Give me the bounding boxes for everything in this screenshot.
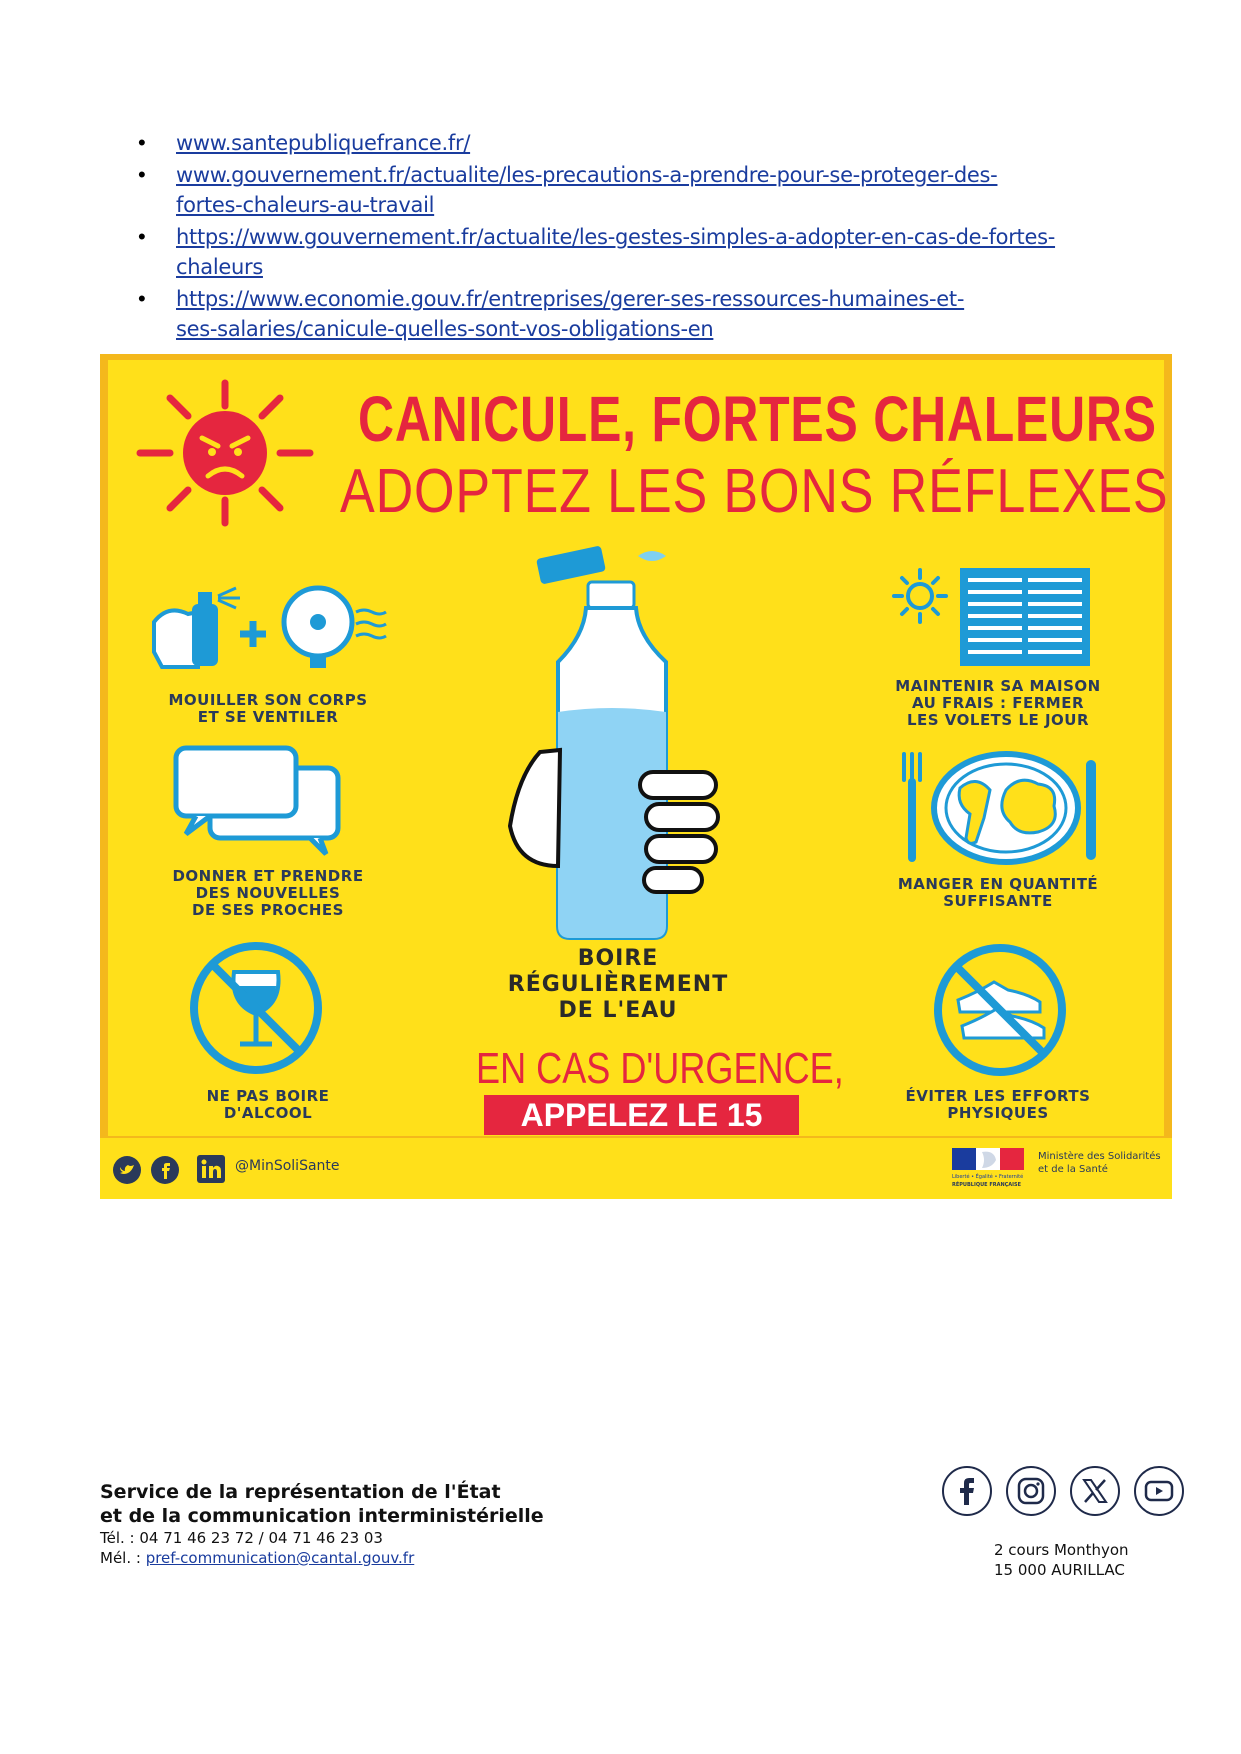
no-alcohol-icon [186, 938, 326, 1078]
tip-news-caption [148, 868, 388, 919]
bullet-icon: • [138, 224, 146, 249]
poster-subtitle: ADOPTEZ LES BONS RÉFLEXES [340, 457, 1169, 526]
poster-title: CANICULE, FORTES CHALEURS [358, 383, 1157, 455]
caption-line: BOIRE [577, 946, 659, 971]
x-icon[interactable] [1070, 1466, 1120, 1516]
tip-drink-caption [468, 946, 768, 1024]
link-line: https://www.economie.gouv.fr/entreprises/gerer-ses-ressources-humaines-et- [176, 287, 965, 311]
call-15-banner: APPELEZ LE 15 [484, 1095, 799, 1135]
bullet-icon: • [138, 162, 146, 187]
tip-wet-caption [148, 692, 388, 726]
resource-links-list [128, 128, 1088, 346]
caption-line: MAINTENIR SA MAISON [895, 677, 1101, 695]
link-line: chaleurs [176, 255, 263, 279]
ministry-line: et de la Santé [1038, 1164, 1108, 1175]
instagram-icon[interactable] [1006, 1466, 1056, 1516]
caption-line: ÉVITER LES EFFORTS [905, 1087, 1091, 1105]
rf-name: RÉPUBLIQUE FRANÇAISE [952, 1182, 1022, 1188]
org-name: et de la communication interministérielle [100, 1505, 544, 1527]
link-gouvernement-gestes[interactable] [176, 225, 1055, 279]
org-name: Service de la représentation de l'État [100, 1481, 501, 1503]
angry-sun-icon [130, 378, 320, 528]
caption-line: MANGER EN QUANTITÉ [897, 875, 1099, 893]
list-item [128, 160, 1088, 220]
link-line: https://www.gouvernement.fr/actualite/les-gestes-simples-a-adopter-en-cas-de-fortes- [176, 225, 1056, 249]
caption-line: DE L'EAU [558, 998, 678, 1023]
link-economie-canicule[interactable] [176, 287, 964, 341]
postal-address [994, 1540, 1129, 1580]
twitter-icon[interactable] [112, 1155, 142, 1185]
list-item [128, 128, 1088, 158]
link-line: fortes-chaleurs-au-travail [176, 193, 435, 217]
tip-effort-caption [878, 1088, 1118, 1122]
ministry-name [1038, 1150, 1161, 1176]
caption-line: D'ALCOOL [223, 1104, 313, 1122]
caption-line: LES VOLETS LE JOUR [906, 711, 1090, 729]
speech-bubbles-icon [170, 742, 350, 858]
tip-house-caption [878, 678, 1118, 729]
email-line [100, 1548, 544, 1568]
twitter-handle: @MinSoliSante [235, 1158, 340, 1174]
caption-line: DONNER ET PRENDRE [172, 867, 364, 885]
facebook-icon[interactable] [150, 1155, 180, 1185]
email-label: Mél. : [100, 1549, 146, 1567]
list-item [128, 284, 1088, 344]
spray-and-fan-icon [148, 582, 388, 672]
caption-line: AU FRAIS : FERMER [911, 694, 1085, 712]
emergency-text: EN CAS D'URGENCE, [476, 1044, 844, 1093]
link-line: ses-salaries/canicule-quelles-sont-vos-obligations-en [176, 317, 714, 341]
bullet-icon: • [138, 130, 146, 155]
email-link[interactable]: pref-communication@cantal.gouv.fr [145, 1549, 415, 1567]
poster-body [108, 360, 1169, 1136]
no-sport-shoes-icon [928, 942, 1072, 1078]
address-line: 15 000 AURILLAC [994, 1561, 1125, 1579]
caption-line: DES NOUVELLES [195, 884, 341, 902]
canicule-poster [100, 354, 1172, 1197]
list-item [128, 222, 1088, 282]
link-line: www.gouvernement.fr/actualite/les-precautions-a-prendre-pour-se-proteger-des- [176, 163, 998, 187]
caption-line: ET SE VENTILER [197, 708, 339, 726]
water-bottle-icon [488, 536, 748, 946]
link-santepubliquefrance[interactable]: www.santepubliquefrance.fr/ [176, 131, 471, 155]
contact-block [100, 1480, 544, 1568]
ministry-line: Ministère des Solidarités [1038, 1151, 1161, 1162]
bullet-icon: • [138, 286, 146, 311]
caption-line: RÉGULIÈREMENT [507, 972, 729, 997]
rf-motto: Liberté • Égalité • Fraternité [952, 1174, 1024, 1180]
caption-line: MOUILLER SON CORPS [168, 691, 368, 709]
phone-numbers: Tél. : 04 71 46 23 72 / 04 71 46 23 03 [100, 1529, 383, 1547]
tip-eat-caption [878, 876, 1118, 910]
address-line: 2 cours Monthyon [994, 1541, 1129, 1559]
facebook-icon[interactable] [942, 1466, 992, 1516]
caption-line: DE SES PROCHES [192, 901, 344, 919]
sun-and-shutters-icon [880, 566, 1120, 670]
link-gouvernement-precautions[interactable] [176, 163, 997, 217]
poster-footer [100, 1136, 1172, 1199]
social-links [942, 1466, 1184, 1516]
republique-francaise-logo [952, 1146, 1026, 1190]
caption-line: PHYSIQUES [947, 1104, 1049, 1122]
tip-alcohol-caption [148, 1088, 388, 1122]
youtube-icon[interactable] [1134, 1466, 1184, 1516]
meal-plate-icon [898, 750, 1108, 866]
caption-line: NE PAS BOIRE [206, 1087, 330, 1105]
linkedin-icon[interactable] [196, 1154, 226, 1184]
caption-line: SUFFISANTE [943, 892, 1053, 910]
